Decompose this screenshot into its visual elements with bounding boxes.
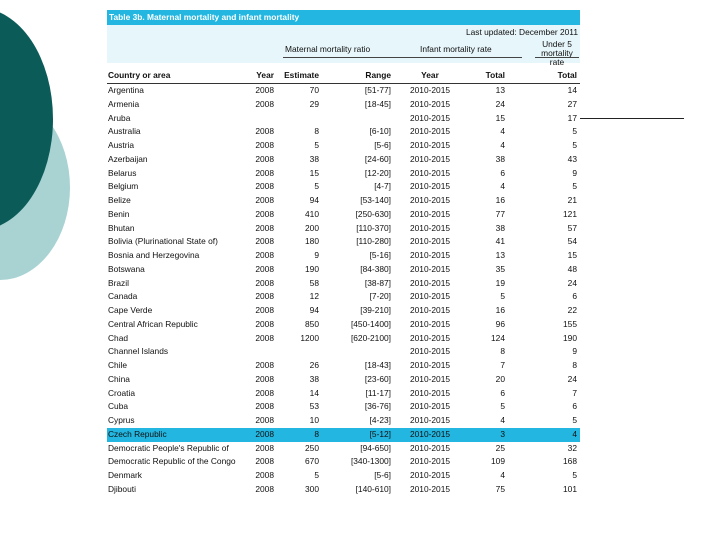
group-header-under5: Under 5 mortality rate	[541, 39, 573, 67]
cell-under5-total: 5	[572, 181, 577, 192]
cell-period: 2010-2015	[409, 167, 451, 178]
cell-year: 2008	[255, 181, 274, 192]
cell-range: [450-1400]	[350, 318, 391, 329]
cell-country: Channel Islands	[108, 346, 169, 357]
cell-infant-total: 4	[500, 140, 505, 150]
cell-period: 2010-2015	[409, 277, 451, 288]
cell-country: Chad	[108, 332, 129, 343]
cell-infant-total: 38	[495, 153, 505, 164]
cell-period: 2010-2015	[409, 305, 451, 315]
cell-country: Belize	[108, 195, 131, 205]
cell-range: [51-77]	[364, 85, 391, 95]
decorative-line	[580, 118, 684, 119]
cell-infant-total: 96	[495, 318, 505, 329]
cell-infant-total: 3	[500, 428, 505, 439]
cell-period: 2010-2015	[409, 85, 451, 95]
cell-under5-total: 17	[567, 112, 577, 123]
cell-country: Cyprus	[108, 415, 135, 425]
cell-period: 2010-2015	[409, 373, 451, 384]
cell-year: 2008	[255, 415, 274, 425]
cell-period: 2010-2015	[409, 222, 451, 233]
cell-estimate: 5	[314, 470, 319, 480]
cell-under5-total: 24	[567, 277, 577, 288]
cell-under5-total: 43	[567, 153, 577, 164]
cell-infant-total: 41	[495, 236, 505, 247]
cell-country: Denmark	[108, 470, 142, 480]
table-row	[107, 373, 580, 387]
cell-period: 2010-2015	[409, 428, 451, 439]
table-row	[107, 84, 580, 98]
col-header-period: Year	[421, 70, 439, 80]
cell-under5-total: 15	[567, 250, 577, 260]
cell-year: 2008	[255, 456, 274, 467]
cell-under5-total: 5	[572, 126, 577, 137]
cell-country: Chile	[108, 360, 128, 370]
cell-country: Djibouti	[108, 483, 136, 494]
cell-infant-total: 16	[495, 305, 505, 315]
cell-estimate: 8	[314, 428, 319, 439]
table-row	[107, 387, 580, 401]
cell-country: Central African Republic	[108, 318, 198, 329]
cell-infant-total: 13	[495, 85, 505, 95]
cell-estimate: 26	[309, 360, 319, 370]
table-title: Table 3b. Maternal mortality and infant mortality	[107, 10, 580, 25]
cell-under5-total: 8	[572, 360, 577, 370]
cell-country: Aruba	[108, 112, 131, 123]
cell-range: [11-17]	[365, 387, 391, 398]
cell-period: 2010-2015	[409, 332, 451, 343]
cell-infant-total: 4	[500, 181, 505, 192]
cell-country: Benin	[108, 208, 130, 219]
cell-period: 2010-2015	[409, 456, 451, 467]
cell-year: 2008	[255, 195, 274, 205]
table-row	[107, 414, 580, 428]
cell-period: 2010-2015	[409, 442, 451, 453]
cell-under5-total: 6	[572, 401, 577, 412]
cell-estimate: 250	[305, 442, 319, 453]
cell-range: [23-60]	[364, 373, 391, 384]
cell-under5-total: 21	[567, 195, 577, 205]
cell-country: Bosnia and Herzegovina	[108, 250, 200, 260]
col-header-under5-total: Total	[557, 70, 577, 80]
group-header-infant: Infant mortality rate	[420, 44, 492, 54]
cell-infant-total: 15	[495, 112, 505, 123]
cell-country: Czech Republic	[108, 428, 167, 439]
cell-year: 2008	[255, 208, 274, 219]
cell-estimate: 58	[309, 277, 319, 288]
cell-range: [38-87]	[364, 277, 391, 288]
cell-country: Armenia	[108, 98, 140, 109]
cell-estimate: 15	[309, 167, 319, 178]
cell-period: 2010-2015	[409, 415, 451, 425]
table-row	[107, 332, 580, 346]
cell-under5-total: 27	[567, 98, 577, 109]
cell-estimate: 200	[305, 222, 319, 233]
cell-estimate: 12	[309, 291, 319, 302]
cell-under5-total: 101	[563, 483, 577, 494]
cell-estimate: 29	[309, 98, 319, 109]
cell-period: 2010-2015	[409, 153, 451, 164]
cell-country: Azerbaijan	[108, 153, 148, 164]
table-row	[107, 428, 580, 442]
cell-range: [7-20]	[369, 291, 391, 302]
mortality-table	[107, 10, 580, 497]
cell-infant-total: 35	[495, 263, 505, 274]
cell-period: 2010-2015	[409, 291, 451, 302]
col-header-estimate: Estimate	[284, 70, 319, 80]
cell-infant-total: 24	[495, 98, 505, 109]
cell-under5-total: 22	[567, 305, 577, 315]
cell-country: Croatia	[108, 387, 135, 398]
table-body	[107, 84, 580, 497]
cell-range: [6-10]	[369, 126, 391, 137]
table-row	[107, 359, 580, 373]
cell-infant-total: 38	[495, 222, 505, 233]
cell-period: 2010-2015	[409, 360, 451, 370]
cell-year: 2008	[255, 332, 274, 343]
cell-estimate: 9	[314, 250, 319, 260]
table-row	[107, 469, 580, 483]
cell-period: 2010-2015	[409, 470, 451, 480]
cell-year: 2008	[255, 470, 274, 480]
cell-estimate: 180	[305, 236, 319, 247]
cell-infant-total: 124	[491, 332, 505, 343]
group-header-maternal: Maternal mortality ratio	[285, 44, 371, 54]
cell-country: Australia	[108, 126, 141, 137]
cell-infant-total: 16	[495, 195, 505, 205]
cell-estimate: 300	[305, 483, 319, 494]
cell-estimate: 5	[314, 181, 319, 192]
cell-under5-total: 7	[572, 387, 577, 398]
cell-infant-total: 5	[500, 401, 505, 412]
cell-infant-total: 19	[495, 277, 505, 288]
cell-year: 2008	[255, 85, 274, 95]
cell-range: [18-45]	[364, 98, 391, 109]
cell-period: 2010-2015	[409, 263, 451, 274]
cell-under5-total: 48	[567, 263, 577, 274]
cell-under5-total: 168	[563, 456, 577, 467]
cell-country: Belarus	[108, 167, 137, 178]
cell-year: 2008	[255, 98, 274, 109]
last-updated: Last updated: December 2011	[465, 27, 578, 37]
cell-estimate: 190	[305, 263, 319, 274]
cell-country: Botswana	[108, 263, 145, 274]
cell-year: 2008	[255, 373, 274, 384]
table-row	[107, 180, 580, 194]
cell-year: 2008	[255, 222, 274, 233]
cell-infant-total: 6	[500, 387, 505, 398]
table-row	[107, 208, 580, 222]
cell-year: 2008	[255, 263, 274, 274]
table-row	[107, 167, 580, 181]
cell-period: 2010-2015	[409, 346, 451, 357]
cell-period: 2010-2015	[409, 401, 451, 412]
cell-country: Democratic Republic of the Congo	[108, 456, 236, 467]
cell-country: Democratic People's Republic of	[108, 442, 229, 453]
table-row	[107, 153, 580, 167]
cell-infant-total: 25	[495, 442, 505, 453]
cell-infant-total: 13	[495, 250, 505, 260]
cell-under5-total: 121	[563, 208, 577, 219]
cell-range: [36-76]	[364, 401, 391, 412]
cell-under5-total: 5	[572, 470, 577, 480]
cell-under5-total: 54	[567, 236, 577, 247]
cell-country: Cape Verde	[108, 305, 153, 315]
cell-range: [340-1300]	[350, 456, 391, 467]
cell-country: Belgium	[108, 181, 139, 192]
cell-infant-total: 4	[500, 126, 505, 137]
cell-under5-total: 4	[572, 428, 577, 439]
cell-year: 2008	[255, 305, 274, 315]
cell-infant-total: 4	[500, 470, 505, 480]
cell-estimate: 94	[309, 195, 319, 205]
cell-period: 2010-2015	[409, 98, 451, 109]
table-row	[107, 304, 580, 318]
cell-year: 2008	[255, 401, 274, 412]
cell-range: [110-370]	[356, 222, 391, 233]
cell-country: Bolivia (Plurinational State of)	[108, 236, 218, 247]
cell-year: 2008	[255, 483, 274, 494]
cell-estimate: 410	[305, 208, 319, 219]
cell-estimate: 53	[309, 401, 319, 412]
cell-range: [4-23]	[369, 415, 391, 425]
cell-estimate: 1200	[300, 332, 319, 343]
cell-period: 2010-2015	[409, 195, 451, 205]
cell-under5-total: 190	[563, 332, 577, 343]
cell-under5-total: 155	[563, 318, 577, 329]
col-header-infant-total: Total	[485, 70, 505, 80]
cell-under5-total: 5	[572, 415, 577, 425]
cell-estimate: 10	[309, 415, 319, 425]
cell-range: [620-2100]	[350, 332, 391, 343]
cell-range: [39-210]	[360, 305, 391, 315]
cell-range: [18-43]	[364, 360, 391, 370]
cell-period: 2010-2015	[409, 208, 451, 219]
table-row	[107, 235, 580, 249]
table-row	[107, 139, 580, 153]
cell-infant-total: 6	[500, 167, 505, 178]
cell-infant-total: 75	[495, 483, 505, 494]
cell-year: 2008	[255, 167, 274, 178]
cell-infant-total: 7	[500, 360, 505, 370]
cell-estimate: 14	[309, 387, 319, 398]
table-row	[107, 112, 580, 126]
cell-infant-total: 8	[500, 346, 505, 357]
cell-year: 2008	[255, 442, 274, 453]
cell-infant-total: 109	[491, 456, 505, 467]
cell-range: [4-7]	[374, 181, 391, 192]
table-row	[107, 277, 580, 291]
cell-year: 2008	[255, 387, 274, 398]
cell-country: Argentina	[108, 85, 144, 95]
table-row	[107, 290, 580, 304]
table-row	[107, 125, 580, 139]
table-row	[107, 194, 580, 208]
cell-range: [110-280]	[356, 236, 391, 247]
cell-period: 2010-2015	[409, 236, 451, 247]
cell-country: China	[108, 373, 130, 384]
cell-country: Brazil	[108, 277, 129, 288]
table-row	[107, 483, 580, 497]
cell-estimate: 94	[309, 305, 319, 315]
cell-infant-total: 20	[495, 373, 505, 384]
table-row	[107, 222, 580, 236]
cell-period: 2010-2015	[409, 181, 451, 192]
cell-estimate: 38	[309, 373, 319, 384]
cell-under5-total: 32	[567, 442, 577, 453]
table-row	[107, 455, 580, 469]
cell-range: [5-6]	[374, 140, 391, 150]
cell-under5-total: 6	[572, 291, 577, 302]
cell-country: Bhutan	[108, 222, 135, 233]
cell-estimate: 850	[305, 318, 319, 329]
col-header-year: Year	[256, 70, 274, 80]
cell-period: 2010-2015	[409, 250, 451, 260]
cell-period: 2010-2015	[409, 387, 451, 398]
table-row	[107, 345, 580, 359]
cell-period: 2010-2015	[409, 126, 451, 137]
cell-range: [94-650]	[360, 442, 391, 453]
cell-country: Austria	[108, 140, 135, 150]
cell-estimate: 70	[309, 85, 319, 95]
cell-period: 2010-2015	[409, 318, 451, 329]
cell-period: 2010-2015	[409, 140, 451, 150]
table-row	[107, 318, 580, 332]
col-header-range: Range	[365, 70, 391, 80]
cell-range: [140-610]	[355, 483, 391, 494]
table-row	[107, 98, 580, 112]
cell-under5-total: 57	[567, 222, 577, 233]
cell-country: Cuba	[108, 401, 129, 412]
group-underline-infant	[407, 57, 522, 58]
cell-year: 2008	[255, 236, 274, 247]
cell-year: 2008	[255, 291, 274, 302]
table-row	[107, 263, 580, 277]
cell-range: [250-630]	[355, 208, 391, 219]
group-underline-maternal	[283, 57, 421, 58]
table-row	[107, 249, 580, 263]
cell-under5-total: 9	[572, 167, 577, 178]
cell-year: 2008	[255, 428, 274, 439]
cell-estimate: 670	[305, 456, 319, 467]
group-underline-under5	[535, 57, 579, 58]
cell-range: [53-140]	[360, 195, 391, 205]
cell-estimate: 38	[309, 153, 319, 164]
cell-year: 2008	[255, 360, 274, 370]
table-header-band	[107, 25, 580, 67]
cell-year: 2008	[255, 153, 274, 164]
cell-range: [5-12]	[369, 428, 391, 439]
column-headers	[107, 67, 580, 84]
cell-range: [12-20]	[364, 167, 391, 178]
cell-period: 2010-2015	[409, 483, 451, 494]
cell-under5-total: 9	[572, 346, 577, 357]
cell-year: 2008	[255, 318, 274, 329]
col-header-country: Country or area	[108, 70, 171, 80]
cell-infant-total: 77	[495, 208, 505, 219]
cell-year: 2008	[255, 126, 274, 137]
table-row	[107, 400, 580, 414]
cell-infant-total: 4	[500, 415, 505, 425]
cell-range: [5-16]	[369, 250, 391, 260]
cell-range: [84-380]	[360, 263, 391, 274]
cell-year: 2008	[255, 140, 274, 150]
cell-under5-total: 5	[572, 140, 577, 150]
cell-year: 2008	[255, 277, 274, 288]
cell-under5-total: 14	[567, 85, 577, 95]
cell-country: Canada	[108, 291, 138, 302]
cell-estimate: 8	[314, 126, 319, 137]
cell-year: 2008	[255, 250, 274, 260]
cell-infant-total: 5	[500, 291, 505, 302]
table-row	[107, 442, 580, 456]
cell-estimate: 5	[314, 140, 319, 150]
cell-range: [24-60]	[364, 153, 391, 164]
cell-period: 2010-2015	[409, 112, 451, 123]
cell-range: [5-6]	[374, 470, 391, 480]
cell-under5-total: 24	[567, 373, 577, 384]
